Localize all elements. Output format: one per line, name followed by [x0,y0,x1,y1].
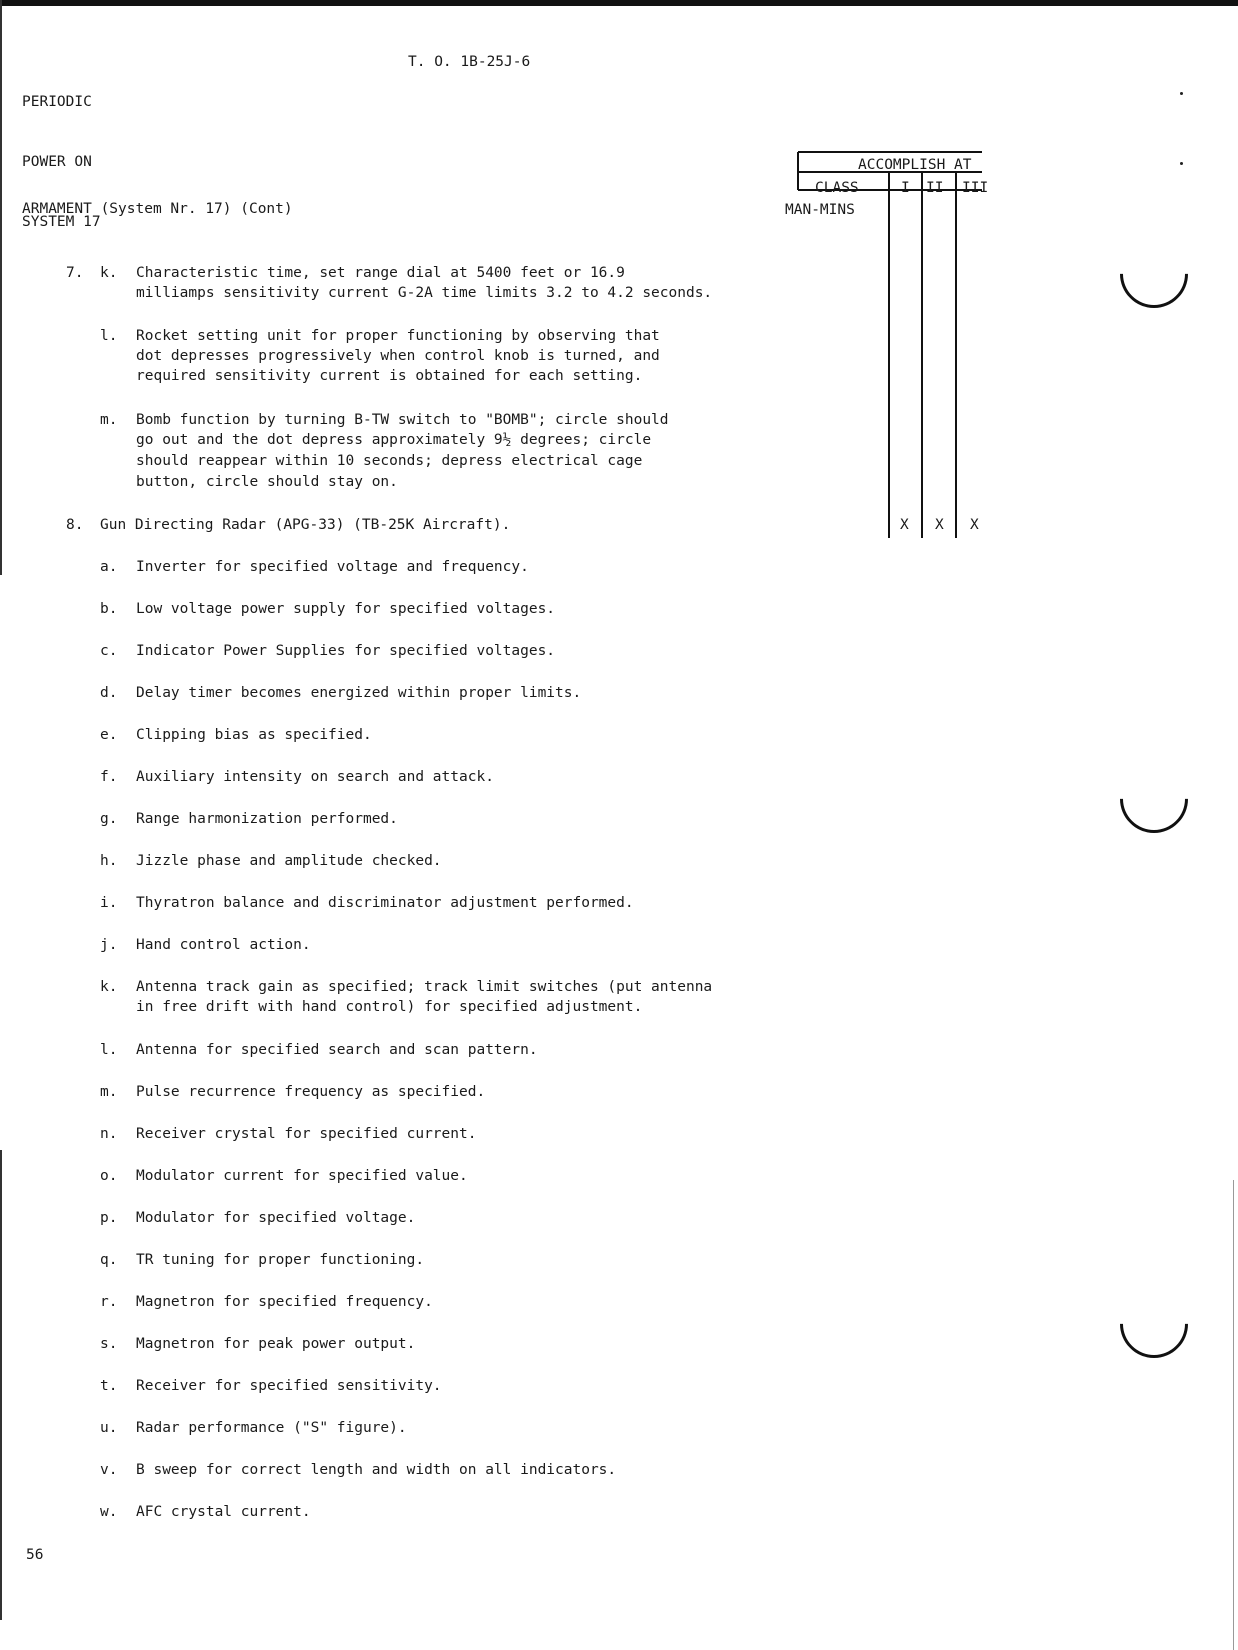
item-text-line: Delay timer becomes energized within proper limits. [136,685,582,701]
item-text-line: Radar performance ("S" figure). [136,1420,407,1436]
item-letter: h. [100,853,118,869]
item-letter: i. [100,895,118,911]
item-text-line: Low voltage power supply for specified voltages. [136,601,556,617]
item-text-line: required sensitivity current is obtained for each setting. [136,368,643,384]
man-mins-label: MAN-MINS [785,202,855,218]
item-letter: f. [100,769,118,785]
item-text-line: Indicator Power Supplies for specified voltages. [136,643,556,659]
item-text-line: Magnetron for peak power output. [136,1336,416,1352]
item-letter: e. [100,727,118,743]
item-letter: w. [100,1504,118,1520]
item-text-line: Thyratron balance and discriminator adjustment performed. [136,895,634,911]
item-letter: p. [100,1210,118,1226]
item-letter: l. [100,1042,118,1058]
item-text-line: Auxiliary intensity on search and attack. [136,769,494,785]
item-text-line: go out and the dot depress approximately 9½ degrees; circle [136,432,652,448]
item-text-line: Characteristic time, set range dial at 5400 feet or 16.9 [136,265,625,281]
item-text-line: Bomb function by turning B-TW switch to "BOMB"; circle should [136,412,669,428]
item-text-line: Receiver crystal for specified current. [136,1126,477,1142]
item-letter: s. [100,1336,118,1352]
item-text-line: in free drift with hand control) for specified adjustment. [136,999,643,1015]
item-text-line: dot depresses progressively when control knob is turned, and [136,348,660,364]
section-title: ARMAMENT (System Nr. 17) (Cont) [22,201,293,217]
item-text-line: milliamps sensitivity current G-2A time limits 3.2 to 4.2 seconds. [136,285,713,301]
item-text-line: button, circle should stay on. [136,474,398,490]
item-letter: u. [100,1420,118,1436]
binder-ring-mark [1106,751,1202,847]
item-text-line: Antenna for specified search and scan pattern. [136,1042,538,1058]
item-number: 8. [66,517,84,533]
item-letter: m. [100,1084,118,1100]
item-text-line: Jizzle phase and amplitude checked. [136,853,442,869]
binder-ring-mark [1106,1276,1202,1372]
item-text-line: Range harmonization performed. [136,811,398,827]
header-line: PERIODIC [22,94,92,110]
item-text-line: TR tuning for proper functioning. [136,1252,425,1268]
top-border-line [0,0,1238,6]
class-column-header: III [962,180,989,196]
item-text-line: Magnetron for specified frequency. [136,1294,433,1310]
item-letter: j. [100,937,118,953]
item-text-line: Gun Directing Radar (APG-33) (TB-25K Aircraft). [100,517,511,533]
document-number: T. O. 1B-25J-6 [408,54,531,70]
scan-speck [1180,92,1183,95]
item-text-line: Rocket setting unit for proper functioning by observing that [136,328,660,344]
page-number: 56 [26,1547,44,1563]
item-text-line: B sweep for correct length and width on all indicators. [136,1462,617,1478]
left-border-line-lower [0,1150,2,1620]
item-letter: n. [100,1126,118,1142]
item-letter: r. [100,1294,118,1310]
header-line: POWER ON [22,154,92,170]
item-letter: m. [100,412,118,428]
item-text-line: Modulator for specified voltage. [136,1210,416,1226]
item-text-line: Hand control action. [136,937,311,953]
class-column-header: I [901,180,910,196]
binder-ring-mark [1106,226,1202,322]
item-letter: o. [100,1168,118,1184]
class-column-header: II [926,180,944,196]
item-text-line: AFC crystal current. [136,1504,311,1520]
item-letter: t. [100,1378,118,1394]
item-letter: k. [100,979,118,995]
item-letter: a. [100,559,118,575]
item-letter: b. [100,601,118,617]
left-border-line [0,0,2,575]
row-mark: X [970,517,979,533]
header-line: SYSTEM 17 [22,214,101,230]
item-text-line: Receiver for specified sensitivity. [136,1378,442,1394]
item-text-line: should reappear within 10 seconds; depress electrical cage [136,453,643,469]
item-letter: l. [100,328,118,344]
table-title: ACCOMPLISH AT [858,157,972,173]
row-mark: X [935,517,944,533]
item-text-line: Clipping bias as specified. [136,727,372,743]
scan-speck [1180,162,1183,165]
item-letter: v. [100,1462,118,1478]
page-header-left [22,52,101,252]
item-letter: c. [100,643,118,659]
item-letter: q. [100,1252,118,1268]
item-text-line: Antenna track gain as specified; track limit switches (put antenna [136,979,713,995]
item-text-line: Inverter for specified voltage and frequency. [136,559,529,575]
class-label: CLASS [815,180,859,196]
item-letter: d. [100,685,118,701]
row-mark: X [900,517,909,533]
right-border-line [1233,1180,1234,1650]
item-letter: k. [100,265,118,281]
item-letter: g. [100,811,118,827]
item-text-line: Pulse recurrence frequency as specified. [136,1084,486,1100]
item-number: 7. [66,265,84,281]
item-text-line: Modulator current for specified value. [136,1168,468,1184]
